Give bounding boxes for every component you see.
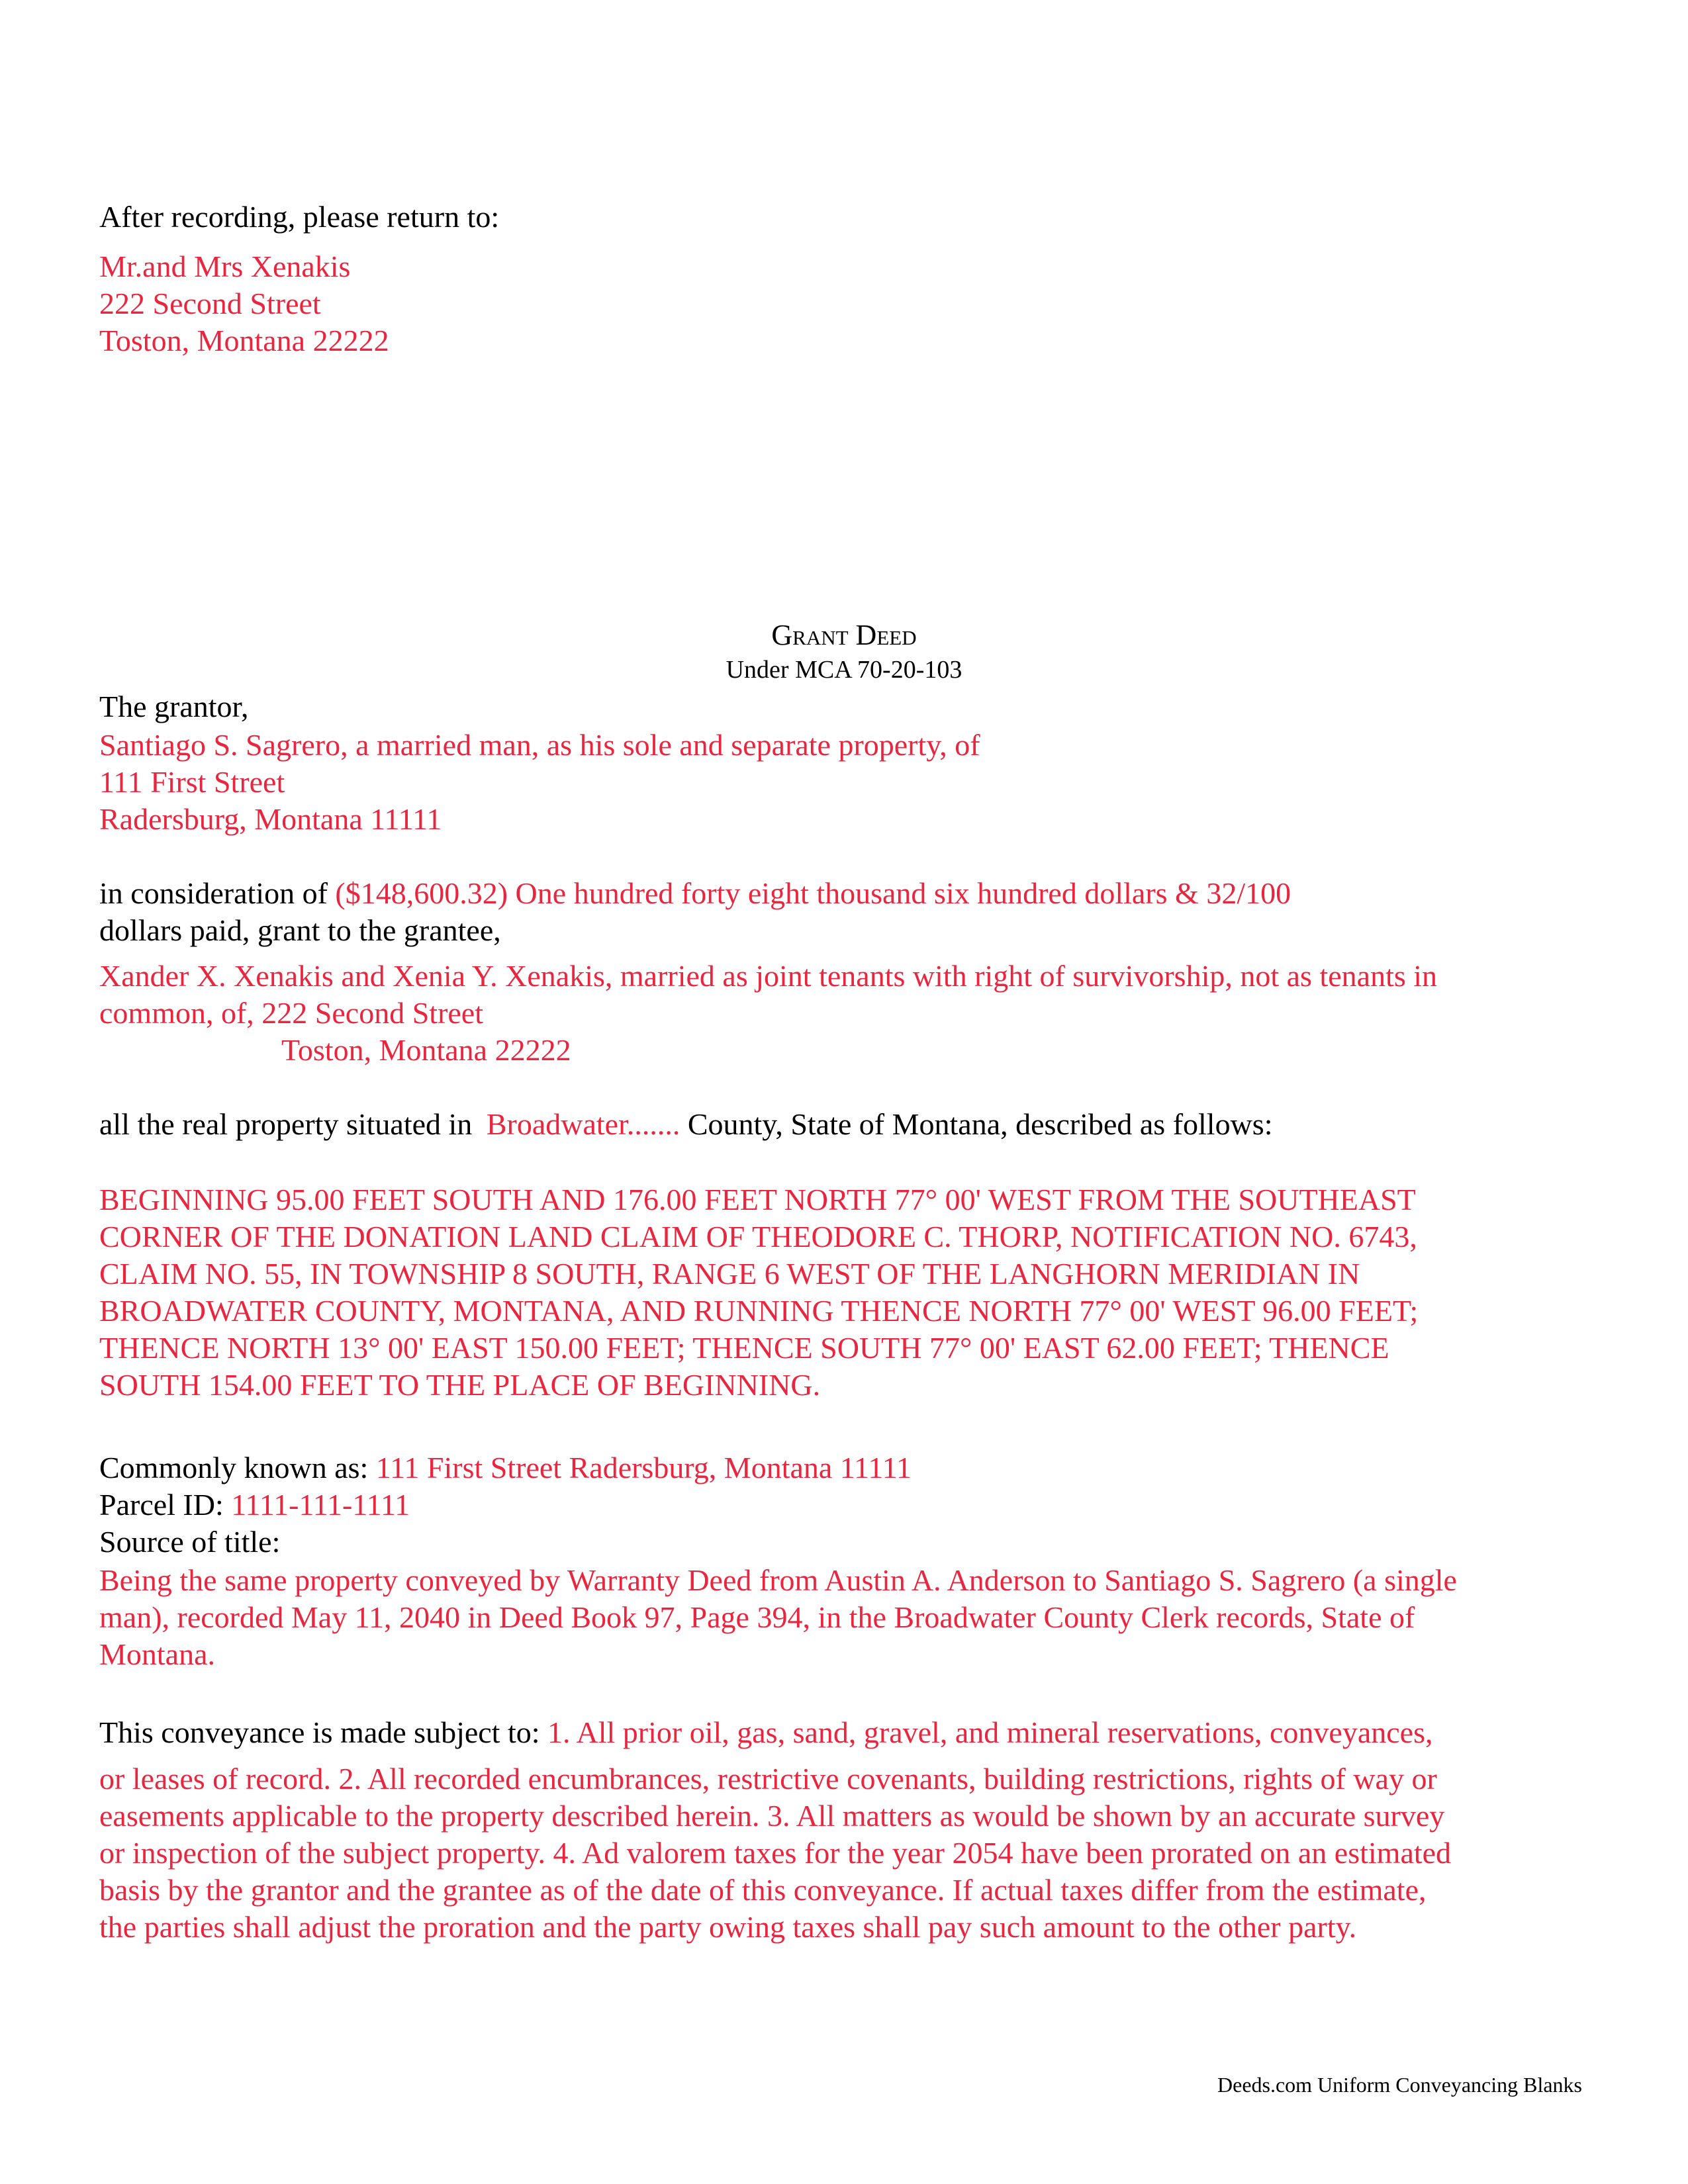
grantee-line-2: common, of, 222 Second Street: [99, 996, 484, 1030]
consideration-suffix: dollars paid, grant to the grantee,: [99, 913, 501, 947]
grantor-line-2: 111 First Street: [99, 765, 285, 799]
known-as-label: Commonly known as:: [99, 1451, 369, 1484]
subject-to-text-line: easements applicable to the property described herein. 3. All matters as would be shown by an accurate survey: [99, 1799, 1445, 1833]
consideration-line: [99, 875, 1291, 912]
legal-description: [99, 1181, 1418, 1404]
return-city: Toston, Montana 22222: [99, 324, 389, 357]
grantor-line-3: Radersburg, Montana 11111: [99, 802, 442, 836]
subject-to-text-line: the parties shall adjust the proration and the party owing taxes shall pay such amount to the other party.: [99, 1910, 1357, 1944]
legal-line: CORNER OF THE DONATION LAND CLAIM OF THEODORE C. THORP, NOTIFICATION NO. 6743,: [99, 1220, 1417, 1253]
legal-line: SOUTH 154.00 FEET TO THE PLACE OF BEGINNING.: [99, 1368, 821, 1402]
subject-to-text: [99, 1760, 1451, 1946]
grantor-label: The grantor,: [99, 690, 249, 723]
return-street: 222 Second Street: [99, 287, 321, 320]
document-title: Grant Deed: [771, 619, 917, 651]
subject-to-line: [99, 1714, 1432, 1751]
property-county: Broadwater.......: [486, 1107, 680, 1141]
parcel-line: [99, 1486, 410, 1524]
return-label: After recording, please return to:: [99, 200, 500, 234]
subject-to-text-line: or leases of record. 2. All recorded encumbrances, restrictive covenants, building restrictions, rights of way or: [99, 1762, 1437, 1796]
grantee-line-1: Xander X. Xenakis and Xenia Y. Xenakis, married as joint tenants with right of survivorship, not as tenants in: [99, 959, 1438, 993]
parcel-label: Parcel ID:: [99, 1488, 224, 1522]
return-name: Mr.and Mrs Xenakis: [99, 250, 351, 283]
consideration-prefix: in consideration of: [99, 876, 328, 910]
source-line: man), recorded May 11, 2040 in Deed Book 97, Page 394, in the Broadwater County Clerk records, State of: [99, 1600, 1415, 1634]
legal-line: THENCE NORTH 13° 00' EAST 150.00 FEET; THENCE SOUTH 77° 00' EAST 62.00 FEET; THENCE: [99, 1331, 1389, 1365]
property-line: [99, 1106, 1272, 1143]
consideration-amount: ($148,600.32) One hundred forty eight thousand six hundred dollars & 32/100: [335, 876, 1291, 910]
source-line: Montana.: [99, 1637, 216, 1671]
legal-line: BROADWATER COUNTY, MONTANA, AND RUNNING THENCE NORTH 77° 00' WEST 96.00 FEET;: [99, 1294, 1419, 1328]
legal-line: BEGINNING 95.00 FEET SOUTH AND 176.00 FEET NORTH 77° 00' WEST FROM THE SOUTHEAST: [99, 1183, 1416, 1216]
document-subtitle: Under MCA 70-20-103: [726, 656, 962, 684]
parcel-value: 1111-111-1111: [231, 1488, 410, 1522]
grantee-line-3: Toston, Montana 22222: [281, 1033, 571, 1067]
legal-line: CLAIM NO. 55, IN TOWNSHIP 8 SOUTH, RANGE 6 WEST OF THE LANGHORN MERIDIAN IN: [99, 1257, 1360, 1291]
subject-to-text-line: basis by the grantor and the grantee as of the date of this conveyance. If actual taxes differ from the estimate,: [99, 1873, 1427, 1907]
source-text: [99, 1562, 1457, 1673]
known-as-line: [99, 1449, 912, 1486]
footer-credit: Deeds.com Uniform Conveyancing Blanks: [1217, 2073, 1582, 2097]
grantor-line-1: Santiago S. Sagrero, a married man, as his sole and separate property, of: [99, 728, 980, 762]
known-as-value: 111 First Street Radersburg, Montana 11111: [375, 1451, 912, 1484]
source-line: Being the same property conveyed by Warranty Deed from Austin A. Anderson to Santiago S. Sagrero (a single: [99, 1563, 1457, 1597]
subject-to-text-line: or inspection of the subject property. 4. Ad valorem taxes for the year 2054 have been prorated on an estimated: [99, 1836, 1452, 1870]
subject-to-first: 1. All prior oil, gas, sand, gravel, and mineral reservations, conveyances,: [547, 1715, 1433, 1749]
source-label: Source of title:: [99, 1525, 281, 1559]
subject-to-label: This conveyance is made subject to:: [99, 1715, 540, 1749]
property-prefix: all the real property situated in: [99, 1107, 473, 1141]
property-suffix: County, State of Montana, described as follows:: [687, 1107, 1273, 1141]
